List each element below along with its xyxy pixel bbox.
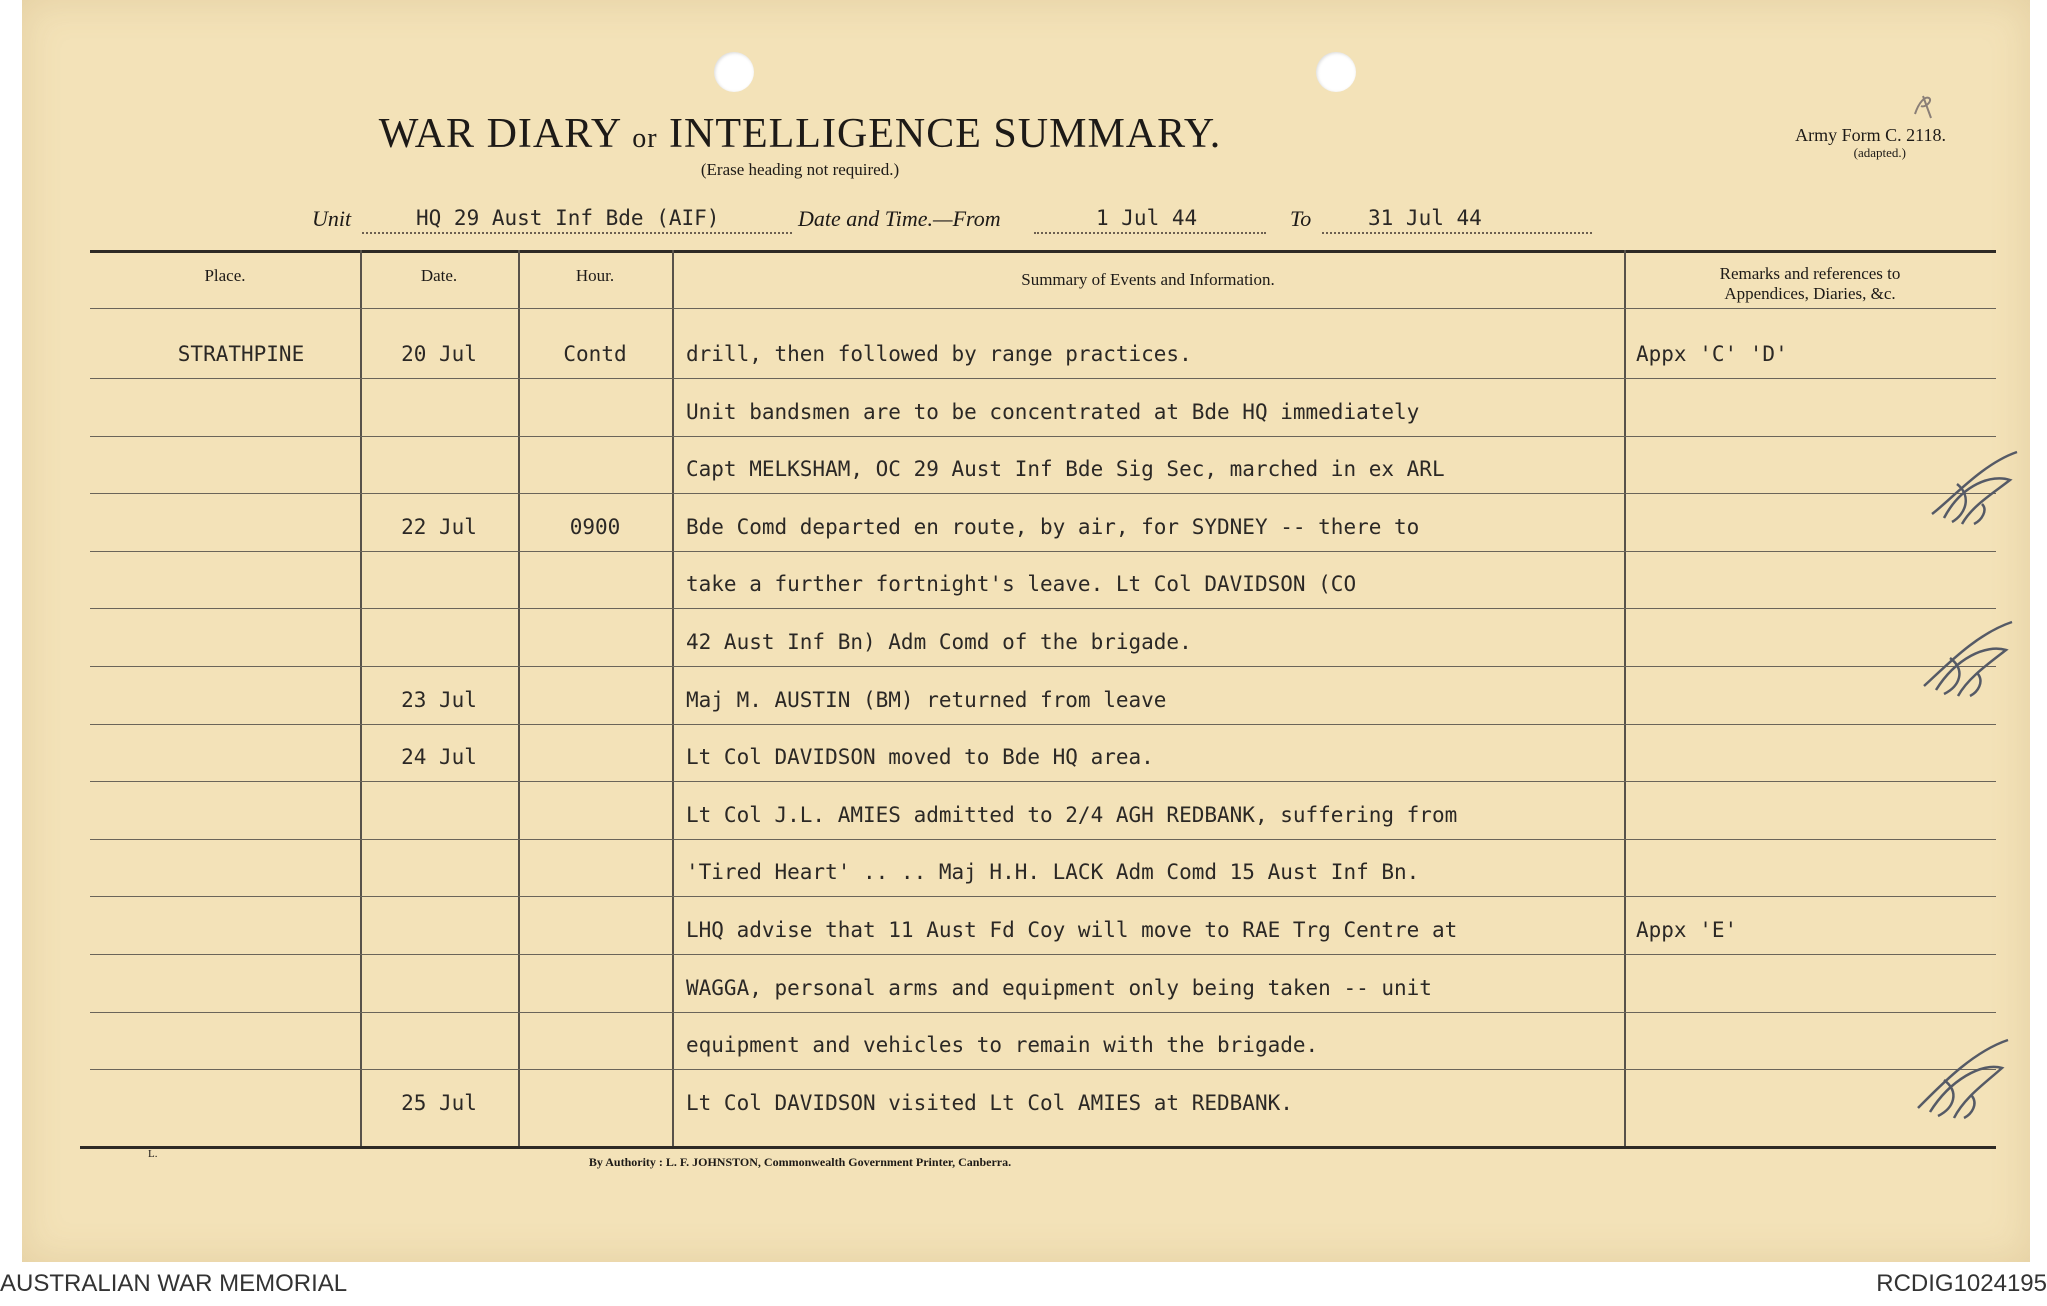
handwritten-initials-icon bbox=[1910, 1036, 2020, 1126]
table-cell-place: STRATHPINE bbox=[177, 342, 305, 366]
punch-hole-right bbox=[1316, 52, 1356, 92]
table-cell-summary: Bde Comd departed en route, by air, for SYDNEY -- there to bbox=[686, 514, 1420, 539]
column-header-remarks: Remarks and references to Appendices, Diaries, &c. bbox=[1719, 264, 1901, 303]
table-cell-summary: take a further fortnight's leave. Lt Col DAVIDSON (CO bbox=[686, 572, 1357, 597]
punch-hole-left bbox=[714, 52, 754, 92]
unit-dotted-line bbox=[362, 232, 792, 234]
page-subtitle: (Erase heading not required.) bbox=[700, 160, 900, 179]
header-separator bbox=[90, 308, 1996, 309]
ruled-line bbox=[90, 839, 1996, 840]
ruled-line bbox=[90, 724, 1996, 725]
to-dotted-line bbox=[1322, 232, 1592, 234]
table-top-border bbox=[90, 250, 1996, 253]
ruled-line bbox=[90, 608, 1996, 609]
ruled-line bbox=[90, 896, 1996, 897]
caption-institution: AUSTRALIAN WAR MEMORIAL bbox=[0, 1270, 348, 1297]
column-header-hour: Hour. bbox=[575, 266, 615, 285]
table-cell-summary: drill, then followed by range practices. bbox=[686, 342, 1192, 366]
table-cell-date: 24 Jul bbox=[401, 745, 477, 770]
table-cell-date: 23 Jul bbox=[401, 687, 477, 712]
table-cell-remarks: Appx 'C' 'D' bbox=[1636, 342, 1788, 366]
table-cell-remarks: Appx 'E' bbox=[1636, 918, 1738, 942]
diary-sheet bbox=[22, 0, 2030, 1262]
table-cell-summary: LHQ advise that 11 Aust Fd Coy will move to RAE Trg Centre at bbox=[686, 918, 1458, 942]
unit-value: HQ 29 Aust Inf Bde (AIF) bbox=[416, 206, 720, 230]
ruled-line bbox=[90, 1012, 1996, 1013]
table-cell-summary: equipment and vehicles to remain with the brigade. bbox=[686, 1033, 1319, 1058]
date-from-label: Date and Time.—From bbox=[798, 206, 1001, 231]
column-header-date: Date. bbox=[420, 266, 458, 285]
form-reference: Army Form C. 2118. (adapted.) bbox=[1795, 125, 1946, 160]
date-to-value: 31 Jul 44 bbox=[1368, 206, 1482, 230]
table-cell-summary: 42 Aust Inf Bn) Adm Comd of the brigade. bbox=[686, 630, 1192, 654]
table-cell-summary: Lt Col J.L. AMIES admitted to 2/4 AGH REDBANK, suffering from bbox=[686, 802, 1458, 827]
table-cell-summary: Lt Col DAVIDSON visited Lt Col AMIES at REDBANK. bbox=[686, 1090, 1293, 1115]
table-cell-hour: 0900 bbox=[569, 514, 621, 539]
table-cell-summary: Capt MELKSHAM, OC 29 Aust Inf Bde Sig Sec, marched in ex ARL bbox=[686, 457, 1445, 482]
table-cell-date: 25 Jul bbox=[401, 1090, 477, 1115]
ruled-line bbox=[90, 781, 1996, 782]
table-cell-date: 22 Jul bbox=[401, 514, 477, 539]
page-title: WAR DIARY or INTELLIGENCE SUMMARY. bbox=[378, 111, 1222, 157]
unit-label: Unit bbox=[312, 206, 352, 231]
ruled-line bbox=[90, 1069, 1996, 1070]
table-cell-summary: WAGGA, personal arms and equipment only being taken -- unit bbox=[686, 975, 1432, 1000]
table-cell-summary: Lt Col DAVIDSON moved to Bde HQ area. bbox=[686, 745, 1154, 770]
table-cell-date: 20 Jul bbox=[401, 342, 477, 366]
ruled-line bbox=[90, 493, 1996, 494]
ruled-line bbox=[90, 954, 1996, 955]
table-cell-summary: Unit bandsmen are to be concentrated at Bde HQ immediately bbox=[686, 399, 1420, 424]
handwritten-initials-icon bbox=[1916, 616, 2026, 706]
column-header-summary: Summary of Events and Information. bbox=[1021, 270, 1275, 289]
ruled-line bbox=[90, 436, 1996, 437]
ruled-line bbox=[90, 551, 1996, 552]
table-cell-summary: 'Tired Heart' .. .. Maj H.H. LACK Adm Comd 15 Aust Inf Bn. bbox=[686, 860, 1420, 885]
from-dotted-line bbox=[1034, 232, 1266, 234]
footer-left-mark: L. bbox=[148, 1148, 158, 1160]
date-from-value: 1 Jul 44 bbox=[1096, 206, 1198, 230]
handwritten-initials-icon bbox=[1922, 444, 2032, 534]
handwritten-corner-mark-icon bbox=[1911, 92, 1935, 120]
table-bottom-border bbox=[80, 1146, 1996, 1149]
table-cell-summary: Maj M. AUSTIN (BM) returned from leave bbox=[686, 687, 1167, 712]
date-to-label: To bbox=[1290, 206, 1312, 231]
column-header-place: Place. bbox=[204, 266, 246, 285]
footer-authority: By Authority : L. F. JOHNSTON, Commonwealth Government Printer, Canberra. bbox=[588, 1155, 1012, 1169]
table-cell-hour: Contd bbox=[563, 342, 627, 366]
ruled-line bbox=[90, 666, 1996, 667]
ruled-line bbox=[90, 378, 1996, 379]
caption-identifier: RCDIG1024195 bbox=[1876, 1270, 2047, 1297]
